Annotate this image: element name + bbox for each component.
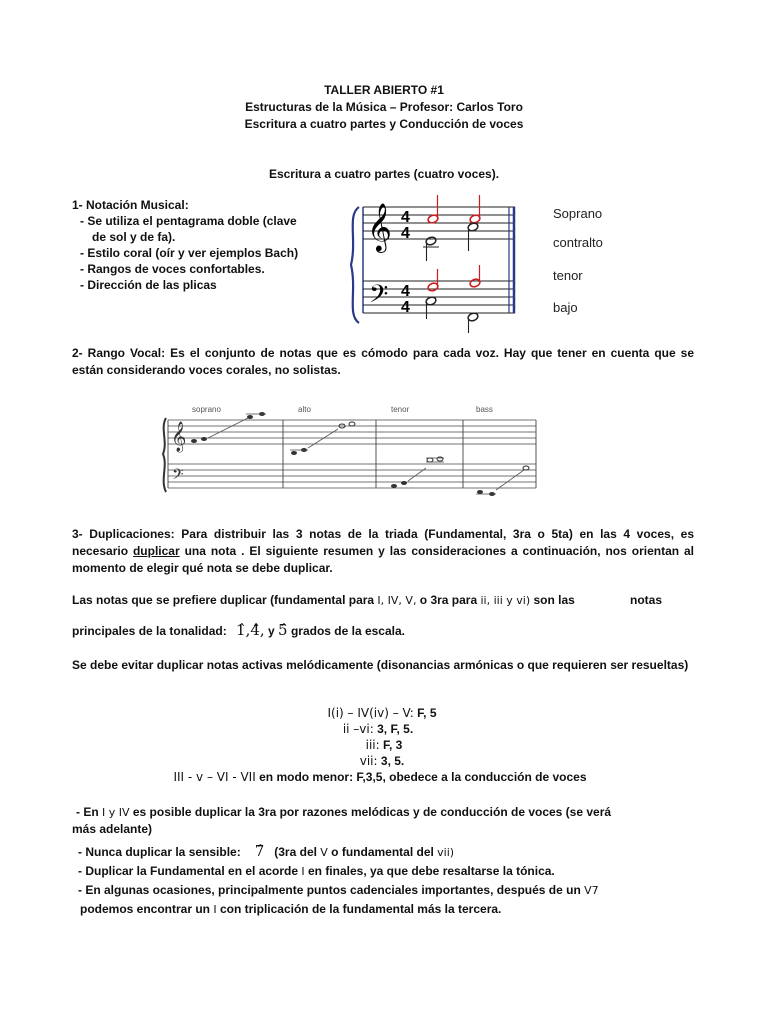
time-sig-top: 4 (401, 283, 410, 300)
text: es posible duplicar la 3ra por razones melódicas y de conducción de voces (se verá (129, 805, 612, 819)
treble-clef-icon: 𝄞 (171, 421, 187, 451)
rule-row (0, 705, 766, 721)
range-bass (476, 466, 529, 496)
duplication-rules (0, 705, 768, 785)
title-line-1: TALLER ABIERTO #1 (324, 83, 444, 97)
text: (3ra del (274, 845, 321, 859)
roman-numerals: I (301, 865, 305, 878)
scale-degree-5: 5̂ (278, 621, 288, 639)
treble-clef-icon: 𝄞 (367, 203, 392, 250)
list-item: - Rangos de voces confortables. (80, 262, 265, 276)
note-i-iv (72, 804, 712, 837)
rule-roman: vii: (359, 754, 378, 768)
range-alto (290, 422, 355, 455)
section-3-text-b: una nota . El siguiente resumen y las consideraciones a continuación, nos orientan al momento de elegir qué nota se debe duplicar. (72, 544, 695, 575)
text: más adelante) (72, 822, 153, 836)
brace-icon (163, 418, 166, 492)
rule-roman: iii: (365, 738, 380, 752)
rule-notes: 3, F, 5. (373, 722, 414, 736)
rule-row (0, 737, 768, 753)
rule-row (0, 769, 764, 785)
rule-row (0, 753, 766, 769)
list-item: de sol y de fa). (92, 230, 176, 244)
text: Las notas que se prefiere duplicar (fundamental para (72, 593, 378, 607)
rule-roman: III - v – VI - VII (173, 770, 256, 784)
list-item (78, 842, 718, 862)
roman-numerals: I y IV (102, 806, 130, 819)
text: y (268, 624, 275, 638)
roman-numerals: ii, iii y vi) (480, 594, 531, 607)
voice-label-bajo: bajo (553, 300, 578, 315)
chord-1-treble (423, 195, 439, 261)
text: podemos encontrar un (80, 902, 214, 916)
list-item: - Se utiliza el pentagrama doble (clave (80, 214, 297, 228)
text: con triplicación de la fundamental más la tercera. (216, 902, 502, 916)
roman-numerals: vii) (437, 846, 455, 859)
avoid-line: Se debe evitar duplicar notas activas melódicamente (disonancias armónicas o que requieren ser resueltas) (72, 658, 689, 672)
range-label-bass: bass (476, 405, 493, 414)
rule-notes: F, 3 (379, 738, 403, 752)
list-item: - Estilo coral (oír y ver ejemplos Bach) (80, 246, 299, 260)
range-bass-staff (168, 464, 536, 488)
text: en finales, ya que debe resaltarse la tónica. (304, 864, 555, 878)
section-3-paragraph (72, 526, 694, 577)
range-treble-staff (168, 420, 536, 444)
text: o fundamental del (327, 845, 438, 859)
brace-icon (351, 207, 359, 323)
voice-label-contralto: contralto (553, 235, 603, 250)
rule-roman: ii –vi: (342, 722, 374, 736)
section-2-title: 2- Rango Vocal: (72, 346, 166, 360)
voice-label-tenor: tenor (553, 268, 583, 283)
section-3-title: 3- Duplicaciones: (72, 527, 175, 541)
chord-1-bass (425, 269, 439, 319)
scale-degrees: 1̂,4̂, (236, 621, 265, 639)
scale-degree-7: 7̂ (254, 842, 265, 860)
text: principales de la tonalidad: (72, 624, 227, 638)
roman-numerals: I (213, 903, 217, 916)
roman-numerals: I, IV, V, (377, 594, 417, 607)
bass-clef-icon: 𝄢 (172, 466, 184, 486)
text: grados de la escala. (290, 624, 405, 638)
rule-roman: I(i) – IV(iv) – V: (327, 706, 414, 720)
range-label-alto: alto (298, 405, 311, 414)
time-sig-top: 4 (401, 209, 410, 226)
section-1 (72, 197, 342, 293)
section-3-underlined: duplicar (132, 544, 180, 558)
section-1-title: 1- Notación Musical: (72, 198, 189, 212)
range-label-tenor: tenor (391, 405, 410, 414)
list-item: - Dirección de las plicas (80, 278, 217, 292)
section-3-text-a: Para distribuir las 3 notas de la triada (Fundamental, 3ra o 5ta) en las 4 voces, es necesario (72, 527, 695, 558)
voice-label-soprano: Soprano (553, 206, 603, 221)
time-sig-bottom: 4 (401, 299, 410, 316)
text: - En algunas ocasiones, principalmente puntos cadenciales importantes, después de un (78, 883, 585, 897)
title-line-3: Escritura a cuatro partes y Conducción de voces (244, 117, 524, 131)
section-2-text: Es el conjunto de notas que es cómodo para cada voz. Hay que tener en cuenta que se están considerando voces corales, no solistas. (72, 346, 695, 377)
grand-staff-figure (345, 195, 635, 335)
list-item (78, 862, 718, 881)
list-item (78, 881, 718, 900)
range-label-soprano: soprano (192, 405, 221, 414)
list-item (72, 900, 718, 919)
rule-notes: F, 5 (413, 706, 437, 720)
time-sig-bottom: 4 (401, 225, 410, 242)
bullet-list (78, 842, 718, 919)
roman-numerals: V7 (584, 884, 599, 897)
rule-notes: en modo menor: F,3,5, obedece a la conducción de voces (255, 770, 587, 784)
text: - Duplicar la Fundamental en el acorde (78, 864, 302, 878)
title-line-2: Estructuras de la Música – Profesor: Carlos Toro (245, 100, 523, 114)
text: son las (530, 593, 575, 607)
prefer-line (72, 592, 712, 609)
rule-notes: 3, 5. (377, 754, 405, 768)
roman-numerals: V (320, 846, 328, 859)
prefer-line-end: notas (630, 593, 663, 607)
text: - En (76, 805, 102, 819)
range-tenor (391, 457, 444, 488)
rule-row (0, 721, 762, 737)
bass-clef-icon: 𝄢 (369, 281, 389, 314)
text: - Nunca duplicar la sensible: (78, 845, 241, 859)
section-2-paragraph (72, 345, 694, 379)
text: o 3ra para (416, 593, 481, 607)
principal-line (72, 620, 712, 641)
vocal-range-figure (158, 402, 543, 502)
chord-2-bass (467, 265, 481, 333)
subtitle: Escritura a cuatro partes (cuatro voces). (268, 167, 500, 181)
